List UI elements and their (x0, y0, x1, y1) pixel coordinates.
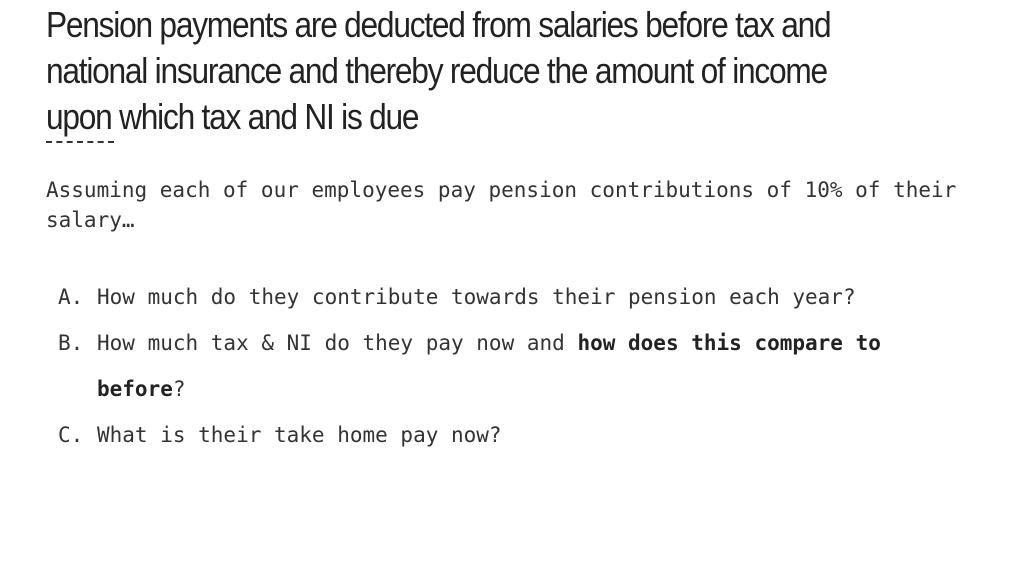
question-text: How much tax & NI do they pay now and (97, 331, 578, 355)
question-text: How much do they contribute towards their pension each year? (97, 285, 856, 309)
question-emphasis: how does this compare to before (97, 331, 881, 401)
question-item-a (58, 274, 938, 320)
question-text: What is their take home pay now? (97, 423, 502, 447)
question-marker: A. (58, 285, 84, 309)
question-item-b (58, 320, 938, 412)
question-text-end: ? (172, 377, 186, 401)
question-list (58, 274, 938, 458)
title-accent-divider (46, 141, 114, 143)
question-marker: C. (58, 423, 84, 447)
slide-subtitle: Assuming each of our employees pay pension contributions of 10% of their salary… (46, 178, 957, 232)
slide-title: Pension payments are deducted from salaries before tax and national insurance and thereby reduce the amount of income upon which tax and NI is due (46, 4, 831, 137)
question-item-c (58, 412, 938, 458)
question-marker: B. (58, 331, 84, 355)
